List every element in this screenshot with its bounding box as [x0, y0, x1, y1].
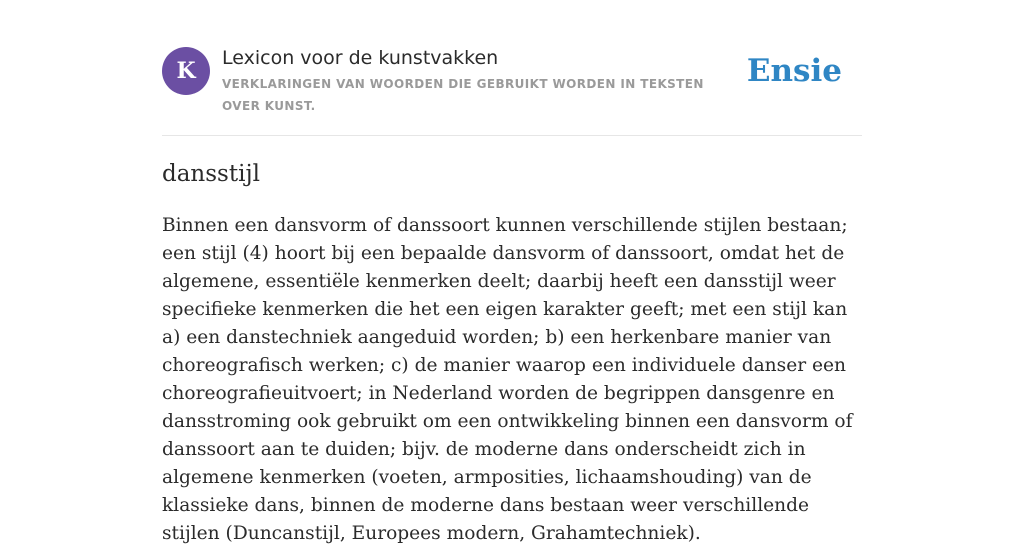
- page: [162, 0, 862, 544]
- header-divider: [162, 135, 862, 136]
- entry-definition: Binnen een dansvorm of danssoort kunnen verschillende stijlen bestaan; een stijl (4) hoort bij een bepaalde dansvorm of danssoort, omdat het de algemene, essentiële kenmerken deelt; daarbij heeft een dansstijl weer specifieke kenmerken die het een eigen karakter geeft; met een stijl kan a) een danstechniek aangeduid worden; b) een herkenbare manier van choreografisch werken; c) de manier waarop een individuele danser een choreografieuitvoert; in Nederland worden de begrippen dansgenre en dansstroming ook gebruikt om een ontwikkeling binnen een dansvorm of danssoort aan te duiden; bijv. de moderne dans onderscheidt zich in algemene kenmerken (voeten, armposities, lichaamshouding) van de klassieke dans, binnen de moderne dans bestaan weer verschillende stijlen (Duncanstijl, Europees modern, Grahamtechniek).: [162, 215, 853, 544]
- ensie-logo-link[interactable]: Ensie: [746, 53, 842, 89]
- entry-term: dansstijl: [162, 161, 260, 187]
- site-title-link[interactable]: Lexicon voor de kunstvakken: [222, 47, 499, 69]
- site-header: [162, 46, 862, 116]
- site-avatar[interactable]: K: [162, 47, 210, 95]
- site-subtitle: VERKLARINGEN VAN WOORDEN DIE GEBRUIKT WORDEN IN TEKSTEN OVER KUNST.: [222, 77, 704, 113]
